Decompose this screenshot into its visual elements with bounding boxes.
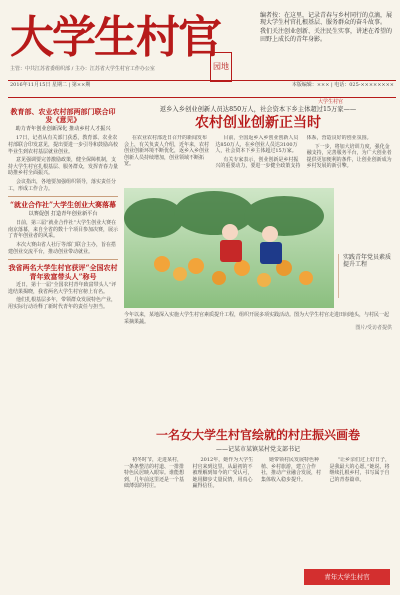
main-para-2: 目前，全国返乡入乡创业创新人员达850万人，在乡创业人员达3100万人，社会资本下乡主体超过15万家。 (215, 135, 299, 155)
bottom-badge: 青年大学生村官 (304, 569, 390, 585)
main-title[interactable]: 农村创业创新正当时 (195, 115, 321, 131)
story2-para-1: 日前，第三届“就业合作社”大学生创业大赛在南京落幕，来自全省的数十个项目参加决赛，展示了青年创业者的风采。 (8, 220, 119, 240)
main-para-4: 下一步，将加大培训力度，强化金融支持，完善服务平台，为广大创业者提供更加便利的条件，让创业创新成为乡村发展的新引擎。 (306, 143, 392, 170)
photo-description-text: 今年以来，某地深入实施大学生村官素质提升工程，组织开展多项实践活动。图为大学生村官走进田间地头，与村民一起采摘果蔬。 (124, 312, 390, 325)
bottom-article (124, 428, 392, 588)
divider (8, 196, 118, 197)
teaser-paragraph-1: 编者按：在这里，记录青春与乡村同行的点滴，展现大学生村官扎根基层、服务群众的奋斗故事。 (260, 12, 393, 27)
photo-credit: 图片/受访者提供 (355, 325, 392, 332)
bottom-title[interactable]: 一名女大学生村官绘就的村庄振兴画卷 (155, 428, 360, 442)
bottom-para-2: 2012年，她作为大学生村官来到这里。从最初的不被理解到如今的广受认可，她用脚步丈量民情，用真心赢得信任。 (192, 457, 254, 490)
photo-description (124, 312, 392, 402)
story1-para-2: 意见强调要完善激励政策，健全保障机制，支持大学生村官扎根基层、服务群众，发挥青春力量助推乡村全面振兴。 (8, 157, 119, 177)
meta-right: 本版编辑：××× | 电话：025-×××××××× (291, 82, 394, 88)
orchard-photo-illustration (124, 188, 334, 308)
bottom-para-4: “让乡亲们过上好日子，是我最大的心愿。”她说，将继续扎根乡村，书写属于自己的青春篇章。 (329, 457, 391, 483)
story2-subtitle: 以赛促创 打造青年创业新平台 (28, 210, 98, 217)
story3-para-2: 他们扎根基层多年，带领群众发展特色产业，用实际行动诠释了新时代青年的责任与担当。 (8, 297, 117, 310)
meta-left: 2016年11月15日 星期二 | 第××期 (10, 82, 91, 88)
story3-para-1: 近日，第十一届“全国农村青年致富带头人”评选结果揭晓，我省两名大学生村官榜上有名。 (8, 281, 117, 295)
divider (8, 259, 118, 260)
story1-title[interactable]: 教育部、农业农村部两部门联合印发《意见》 (10, 107, 116, 125)
photo-caption: 实践青年党员素质提升工程 (338, 254, 395, 298)
main-kicker: 返乡入乡创业创新人员达850万人，社会资本下乡主体超过15万家—— (159, 106, 357, 113)
story2-para-2: 本次大赛由省人社厅等部门联合主办，旨在搭建创业交流平台，推动创业带动就业。 (8, 241, 117, 255)
masthead-seal: 园地 (210, 52, 232, 82)
teaser-paragraph-2: 我们关注创业创新、关注民生实事，讲述在希望的田野上成长的青年身影。 (260, 28, 393, 43)
section-tag: 大学生村官 (318, 99, 344, 105)
left-column (8, 106, 118, 588)
masthead-sub: 主管：中共江苏省委组织部 / 主办：江苏省大学生村官工作办公室 (10, 66, 155, 72)
bottom-para-3: 她带领村民发展特色种植、乡村旅游，建立合作社，推动产业融合发展，村集体收入稳步提升。 (261, 457, 322, 483)
main-article (124, 104, 392, 404)
main-para-3: 有关专家表示，创业创新是乡村振兴的重要动力，要进一步健全政策支持体系，营造良好的创业氛围。 (215, 135, 372, 170)
bottom-subtitle: ——记某市某镇某村党支部书记 (215, 446, 300, 453)
meta-bar (8, 80, 396, 98)
story1-para-3: 会议指出，各地要加强组织领导，落实责任分工，形成工作合力。 (8, 178, 117, 192)
bottom-text (124, 457, 392, 577)
editor-teaser (260, 12, 392, 45)
story3-title[interactable]: 我省两名大学生村官获评“全国农村青年致富带头人”称号 (8, 263, 118, 281)
story2-title[interactable]: “就业合作社”大学生创业大赛落幕 (9, 200, 117, 210)
main-para-1: 在农业农村部近日召开的新闻发布会上，有关负责人介绍，近年来，农村创业创新环境不断优化，返乡入乡创业创新人员持续增加，创业领域不断拓宽。 (124, 135, 210, 168)
main-photo (124, 188, 334, 308)
story1-para-1: 17日，记者从有关部门获悉，教育部、农业农村部联合印发意见，提出要进一步引导和鼓励高校毕业生到农村基层就业创业。 (8, 135, 119, 155)
bottom-para-1: 初冬时节，走进某村，一条条整洁的村道、一排排特色民居映入眼帘。谁能想到，几年前这里还是一个基础薄弱的村庄。 (124, 457, 185, 490)
newspaper-title: 大学生村官 (10, 12, 220, 63)
story1-subtitle: 助力青年创业创新深化 推动乡村人才振兴 (15, 125, 111, 132)
